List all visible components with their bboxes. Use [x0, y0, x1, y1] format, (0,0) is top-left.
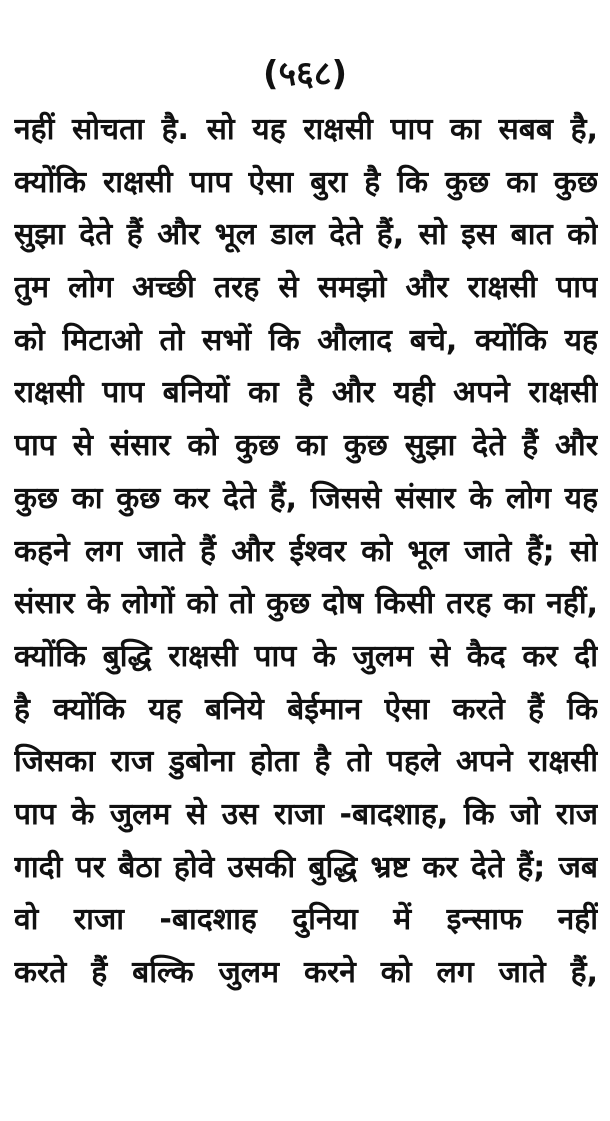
text-line: सुझा देते हैं और भूल डाल देते हैं, सो इस बात को [14, 217, 598, 253]
text-line: को मिटाओ तो सभों कि औलाद बचे, क्योंकि यह [14, 322, 598, 358]
text-line: क्योंकि राक्षसी पाप ऐसा बुरा है कि कुछ का कुछ [14, 164, 598, 200]
text-line: करते हैं बल्कि जुलम करने को लग जाते हैं, [14, 955, 598, 990]
text-line: वो राजा -बादशाह दुनिया में इन्साफ नहीं [14, 902, 598, 938]
text-line: कुछ का कुछ कर देते हैं, जिससे संसार के लोग यह [14, 480, 598, 516]
page-number: (५६८) [262, 54, 348, 94]
text-line: राक्षसी पाप बनियों का है और यही अपने राक्षसी [14, 375, 598, 411]
text-line: गादी पर बैठा होवे उसकी बुद्धि भ्रष्ट कर देते हैं; जब [14, 849, 598, 885]
body-text [14, 104, 598, 1000]
text-line: कहने लग जाते हैं और ईश्वर को भूल जाते हैं; सो [14, 533, 598, 569]
text-line: जिसका राज डुबोना होता है तो पहले अपने राक्षसी [14, 744, 598, 780]
text-line: पाप से संसार को कुछ का कुछ सुझा देते हैं और [14, 428, 598, 464]
text-line: नहीं सोचता है. सो यह राक्षसी पाप का सबब है, [14, 112, 598, 147]
text-line: पाप के जुलम से उस राजा -बादशाह, कि जो राज [14, 796, 598, 832]
text-line: क्योंकि बुद्धि राक्षसी पाप के जुलम से कैद कर दी [14, 638, 598, 674]
text-line: तुम लोग अच्छी तरह से समझो और राक्षसी पाप [14, 270, 598, 306]
text-line: संसार के लोगों को तो कुछ दोष किसी तरह का नहीं, [14, 586, 598, 622]
text-line: है क्योंकि यह बनिये बेईमान ऐसा करते हैं कि [14, 691, 598, 727]
